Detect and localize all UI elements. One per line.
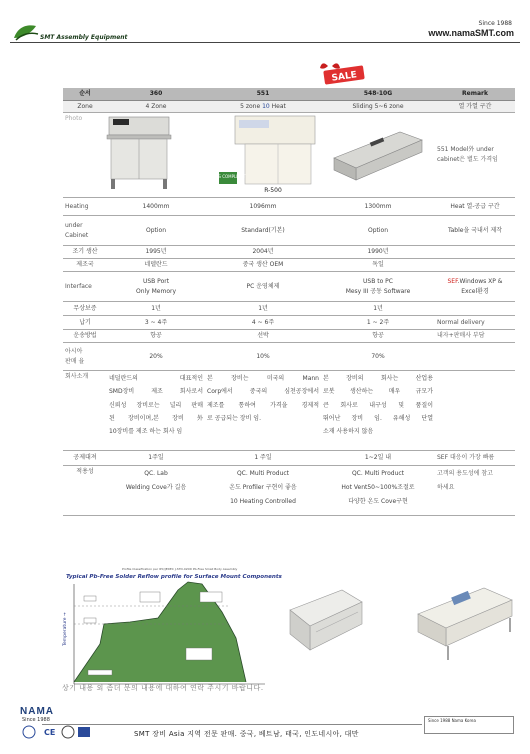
oven-360-image <box>105 105 173 193</box>
cell: Option <box>321 216 435 246</box>
header-remark: Remark <box>435 88 515 100</box>
since-text: Since 1988 <box>478 20 512 27</box>
table-row <box>63 343 515 371</box>
cell: 항공 <box>321 330 435 343</box>
oven-548-image <box>330 118 425 188</box>
cell: 1년 <box>321 302 435 316</box>
header-548: 548-10G <box>321 88 435 100</box>
cell: 1주일 <box>107 451 205 466</box>
row-label: 공제대져 <box>63 451 107 466</box>
cell <box>435 302 515 316</box>
cell: 1300mm <box>321 198 435 216</box>
row-label: Zone <box>63 100 107 113</box>
cell: 4 ~ 6주 <box>205 316 321 330</box>
website-url[interactable]: www.namaSMT.com <box>428 28 514 38</box>
cell: 네덜란드의 대표적인 SMD장비 제조 회사로서 신뢰성 장비로는 널리 판매 된 장비이며,본 장비 外 10장비를 제조 하는 회사 임 <box>107 371 205 451</box>
table-row <box>63 302 515 316</box>
table-row <box>63 466 515 516</box>
table-row <box>63 246 515 259</box>
cell: USB to PC Mesy III 공동 Software <box>321 272 435 302</box>
footer-description: SMT 장비 Asia 지역 전문 판매. 중국, 베트남, 태국, 인도네시아, 대만 <box>134 730 359 738</box>
table-row <box>63 330 515 343</box>
row-label: 적용성 <box>63 466 107 516</box>
cell: 10% <box>205 343 321 371</box>
table-row <box>63 451 515 466</box>
model-tag: R-500 <box>264 187 282 194</box>
cell: Normal delivery <box>435 316 515 330</box>
sale-label: SALE <box>331 70 358 84</box>
cell: Option <box>107 216 205 246</box>
logo-text: SMT Assembly Equipment <box>40 34 128 41</box>
cell: 1~2일 내 <box>321 451 435 466</box>
cell: QC. Lab Welding Cove가 길음 <box>107 466 205 516</box>
cell: 1 ~ 2주 <box>321 316 435 330</box>
footer-since: Since 1988 <box>22 717 50 723</box>
header-551: 551 <box>205 88 321 100</box>
leaf-logo-icon <box>12 22 40 42</box>
header-order: 순서 <box>63 88 107 100</box>
cell: 1990년 <box>321 246 435 259</box>
table-row <box>63 272 515 302</box>
cell: QC. Multi Product 온도 Profiler 구현이 좋음 10 Heating Controlled <box>205 466 321 516</box>
cell: PC 운영체제 <box>205 272 321 302</box>
cell: SEF.Windows XP & Excel환경 <box>435 272 515 302</box>
cell: 1400mm <box>107 198 205 216</box>
cell: 내자+판매사 부담 <box>435 330 515 343</box>
cell <box>435 259 515 272</box>
cell: 3 ~ 4주 <box>107 316 205 330</box>
cell: Table을 국내서 제작 <box>435 216 515 246</box>
row-label: 무상보증 <box>63 302 107 316</box>
table-row <box>63 216 515 246</box>
row-label: Heating <box>63 198 107 216</box>
footer-stamp: Since 1988 Nama Korea <box>424 716 514 734</box>
cell: 1995년 <box>107 246 205 259</box>
rohs-badge: RoHS COMPLIANT <box>210 174 246 179</box>
cell: 2004년 <box>205 246 321 259</box>
cell: Heat 열-공급 구간 <box>435 198 515 216</box>
nama-logo: NAMA <box>20 706 54 717</box>
row-label: 제조국 <box>63 259 107 272</box>
cell: 4 Zone <box>107 100 205 113</box>
row-label: under Cabinet <box>63 216 107 246</box>
row-label: 조기 생산 <box>63 246 107 259</box>
reflow-profile-chart <box>60 566 282 696</box>
table-header-row <box>63 88 515 100</box>
cell: USB Port Only Memory <box>107 272 205 302</box>
cell: 5 zone 10 Heat <box>205 100 321 113</box>
cell: 독일 <box>321 259 435 272</box>
svg-text:CE: CE <box>44 728 56 737</box>
cell: 열 가열 구간 <box>435 100 515 113</box>
row-label: Photo <box>63 113 107 198</box>
table-row <box>63 371 515 451</box>
certification-icons <box>22 725 92 739</box>
row-label: 납기 <box>63 316 107 330</box>
cell: 1096mm <box>205 198 321 216</box>
chart-title: Typical Pb-Free Solder Reflow profile for Surface Mount Components <box>66 574 282 580</box>
cell: 네델란드 <box>107 259 205 272</box>
cell: 70% <box>321 343 435 371</box>
cell: 1년 <box>205 302 321 316</box>
table-row <box>63 259 515 272</box>
cell <box>435 246 515 259</box>
cell: 20% <box>107 343 205 371</box>
row-label: 아시아 판매 율 <box>63 343 107 371</box>
y-axis-label: Temperature → <box>63 612 68 646</box>
cell: SEF 대응이 가장 빠름 <box>435 451 515 466</box>
cell: 항공 <box>107 330 205 343</box>
cell: Sliding 5~6 zone <box>321 100 435 113</box>
cell: QC. Multi Product Hot Vent50~100%조절로 다양한 온도 Cove구현 <box>321 466 435 516</box>
cell: 선박 <box>205 330 321 343</box>
cell: 1 주일 <box>205 451 321 466</box>
table-row <box>63 198 515 216</box>
row-label: Interface <box>63 272 107 302</box>
cell <box>435 343 515 371</box>
footer-divider <box>42 724 422 725</box>
cell: Standard(기본) <box>205 216 321 246</box>
sale-badge <box>318 60 370 88</box>
cell: 중국 생산 OEM <box>205 259 321 272</box>
cell: 고객의 용도성에 참고 하세요 <box>435 466 515 516</box>
oven-551-image <box>210 110 320 195</box>
header-divider <box>10 42 520 43</box>
cell: 본 장비의 회사는 산업용 로봇 생산하는 매우 규모가 큰 회사로 내구성 및 품질이 뛰어난 장비 임. 유해성 단열 소재 사용하지 않음 <box>321 371 435 451</box>
machine-photo-2 <box>412 574 517 666</box>
cell: 본 장비는 미국의 Mann Corp에서 중국의 심천공장에서 제조를 통하여 가격을 경제적 로 공급되는 장비 임. <box>205 371 321 451</box>
cell: 551 Model外 under cabinet은 별도 가격임 <box>435 113 515 198</box>
header-360: 360 <box>107 88 205 100</box>
row-label: 운송방법 <box>63 330 107 343</box>
row-label: 회사소개 <box>63 371 107 451</box>
inquiry-text: 상기 내용 외 좀더 문의 내용에 대하여 연락 주시기 바랍니다. <box>62 684 264 692</box>
machine-photo-1 <box>282 580 367 662</box>
cell: 1년 <box>107 302 205 316</box>
chart-small-title: Profile Classification per IPC/JEDEC J-STD-020D Pb-Free Small Body Assembly <box>122 567 238 571</box>
table-row <box>63 316 515 330</box>
